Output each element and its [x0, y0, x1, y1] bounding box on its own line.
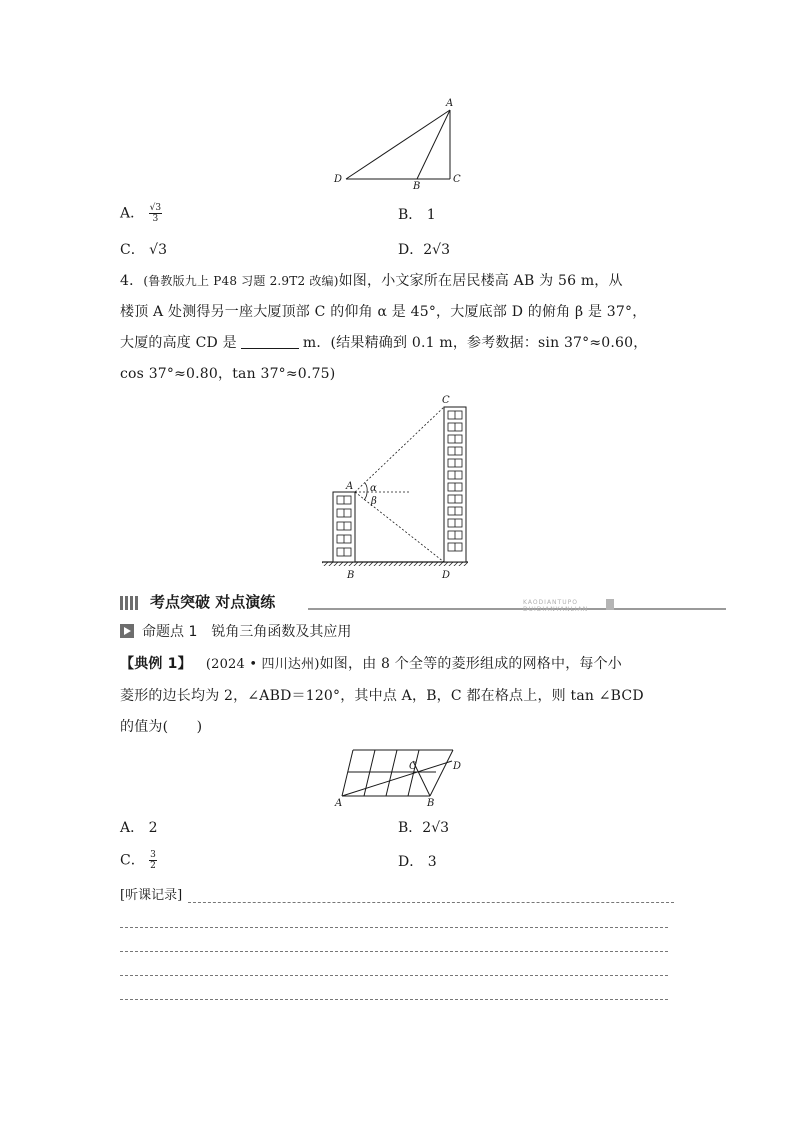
- ex1-option-b-coef: 2: [422, 820, 432, 836]
- fig2-label-d: D: [442, 570, 451, 581]
- example1-line1-text: 如图，由 8 个全等的菱形组成的网格中，每个小: [319, 656, 623, 672]
- q3-option-d: [398, 240, 450, 260]
- q4-line2: 楼顶 A 处测得另一座大厦顶部 C 的仰角 α 是 45°，大厦底部 D 的俯角 β 是 37°，: [120, 304, 647, 320]
- notes-line[interactable]: [120, 951, 668, 952]
- fig3-label-c: C: [409, 761, 417, 772]
- fig1-label-d: D: [334, 174, 343, 185]
- q4-answer-blank[interactable]: [241, 334, 299, 349]
- q3-option-c-text: √3: [149, 242, 167, 258]
- notes-line[interactable]: [120, 927, 668, 928]
- ex1-option-c-fraction: [149, 850, 157, 871]
- q4-line3-before: 大厦的高度 CD 是: [120, 335, 237, 351]
- notes-line[interactable]: [188, 902, 674, 903]
- q3-option-a-numerator: √3: [149, 203, 162, 213]
- q3-option-b: [398, 205, 436, 225]
- triangle-figure: [330, 95, 470, 190]
- ex1-option-c-denominator: 2: [150, 861, 156, 871]
- ex1-option-c-numerator: 3: [150, 850, 156, 860]
- notes-label: [听课记录]: [120, 888, 183, 903]
- q4-number: 4．: [120, 273, 144, 289]
- q3-option-d-letter: D．: [398, 242, 424, 258]
- fig3-label-d: D: [453, 761, 462, 772]
- q4-line4: cos 37°≈0.80，tan 37°≈0.75): [120, 366, 336, 382]
- ex1-option-c: [120, 850, 157, 871]
- ex1-option-d-text: 3: [427, 854, 437, 870]
- section-bars-icon: [120, 595, 140, 614]
- section-end-block: [606, 599, 614, 610]
- section-title: 考点突破 对点演练: [150, 593, 276, 611]
- q4-line3: [120, 333, 647, 353]
- topic-heading: [120, 622, 351, 642]
- fig1-label-a: A: [446, 98, 454, 109]
- q3-option-b-text: 1: [426, 207, 436, 223]
- q3-option-a-fraction: [149, 203, 162, 224]
- example1-line2: 菱形的边长均为 2，∠ABD＝120°，其中点 A，B，C 都在格点上，则 tan ∠BCD: [120, 688, 644, 704]
- ex1-option-b-text: √3: [431, 820, 450, 836]
- example1-line3: 的值为( ): [120, 719, 203, 735]
- q3-option-b-letter: B．: [398, 207, 423, 223]
- buildings-figure: [318, 392, 478, 582]
- fig1-label-c: C: [453, 174, 461, 185]
- q3-option-c-letter: C．: [120, 242, 145, 258]
- q3-option-d-text: √3: [432, 242, 450, 258]
- q4-line1-text: 如图，小文家所在居民楼高 AB 为 56 m，从: [338, 273, 623, 289]
- q3-option-c: [120, 240, 167, 260]
- q3-option-a: [120, 203, 162, 224]
- q4-line3-after: m．(结果精确到 0.1 m，参考数据：sin 37°≈0.60，: [302, 335, 648, 351]
- q3-option-a-denominator: 3: [152, 214, 159, 224]
- q3-option-d-coef: 2: [423, 242, 433, 258]
- ex1-option-d-letter: D．: [398, 854, 424, 870]
- topic-label: 命题点 1 锐角三角函数及其应用: [142, 624, 352, 640]
- q4-source: (鲁教版九上 P48 习题 2.9T2 改编): [143, 274, 339, 288]
- ex1-option-b-letter: B．: [398, 820, 423, 836]
- ex1-option-c-letter: C．: [120, 852, 145, 869]
- fig2-label-b: B: [347, 570, 355, 581]
- q4-line1: [120, 271, 623, 291]
- ex1-option-a-text: 2: [148, 820, 158, 836]
- example1-line1: [120, 654, 622, 675]
- fig2-label-c: C: [442, 395, 450, 406]
- notes-line[interactable]: [120, 975, 668, 976]
- q3-option-a-letter: A．: [120, 205, 145, 222]
- fig1-label-b: B: [413, 181, 421, 190]
- ex1-option-a: [120, 818, 158, 838]
- fig2-label-a: A: [346, 481, 354, 492]
- section-header: [120, 592, 614, 612]
- example1-source: (2024 • 四川达州): [205, 657, 320, 672]
- fig3-label-b: B: [427, 798, 435, 809]
- fig2-label-alpha: α: [370, 483, 377, 494]
- section-subtitle: KAODIANTUPO DUIDIANYANLIAN: [523, 599, 589, 613]
- ex1-option-d: [398, 852, 437, 872]
- section-divider: [308, 608, 726, 610]
- example1-tag: 【典例 1】: [120, 656, 192, 672]
- fig3-label-a: A: [335, 798, 343, 809]
- notes-line[interactable]: [120, 999, 668, 1000]
- ex1-option-b: [398, 818, 449, 838]
- ex1-option-a-letter: A．: [120, 820, 145, 836]
- fig2-label-beta: β: [371, 496, 377, 507]
- rhombus-grid-figure: [330, 744, 470, 810]
- play-triangle-icon: [120, 624, 134, 638]
